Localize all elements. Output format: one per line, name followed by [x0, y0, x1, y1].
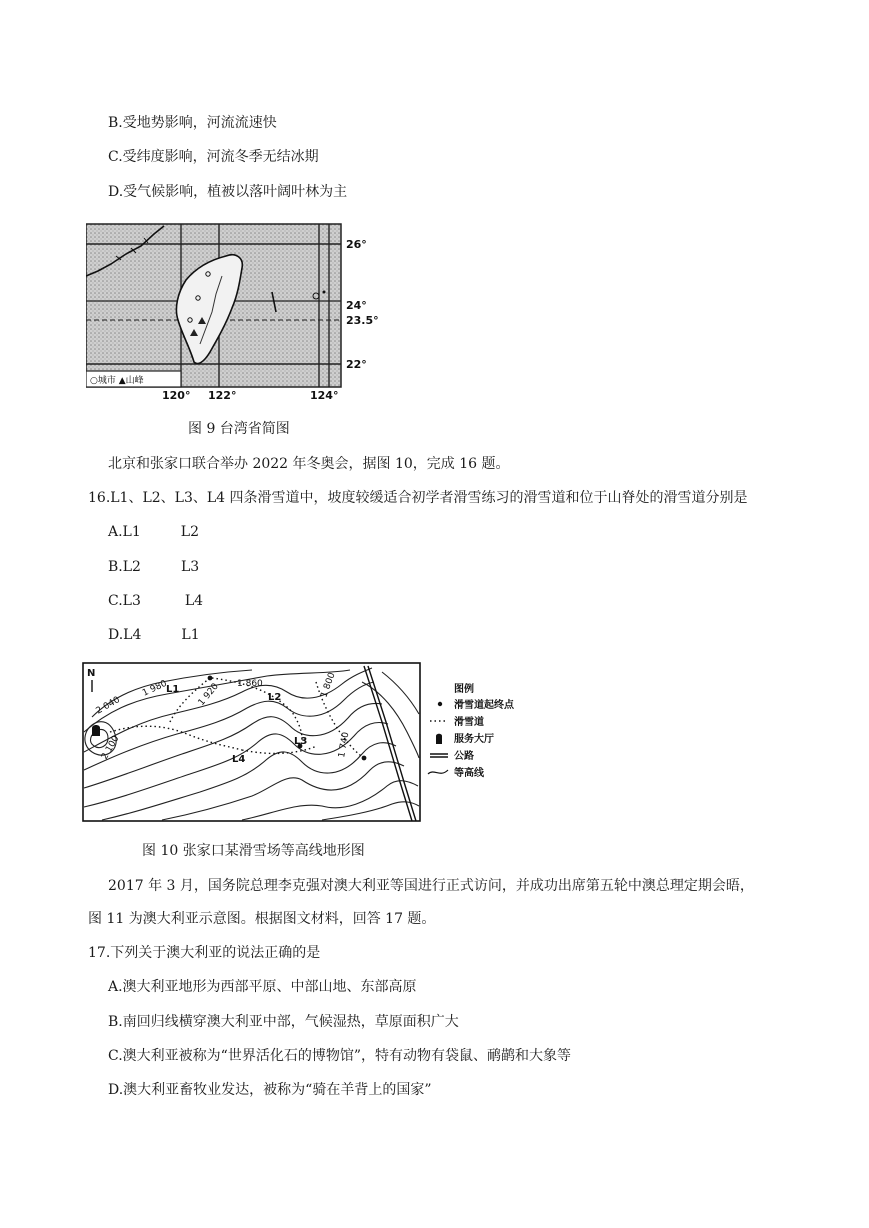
- lon-label-124: 124°: [310, 389, 339, 402]
- legend-service-hall: 服务大厅: [454, 734, 494, 745]
- q15-option-d: D.受气候影响，植被以落叶阔叶林为主: [108, 184, 348, 200]
- lat-label-22: 22°: [346, 358, 367, 371]
- contour-label: 1 800: [319, 671, 338, 700]
- legend-road: 公路: [454, 751, 474, 762]
- q15-option-b: B.受地势影响，河流流速快: [108, 115, 277, 131]
- legend-contour: 等高线: [454, 768, 484, 779]
- track-label-l1: L1: [166, 684, 180, 695]
- q17-option-a: A.澳大利亚地形为西部平原、中部山地、东部高原: [108, 979, 417, 995]
- q17-option-d: D.澳大利亚畜牧业发达，被称为“骑在羊背上的国家”: [108, 1082, 432, 1098]
- legend-title: 图例: [454, 684, 474, 695]
- contour-label: 1 980: [141, 678, 169, 699]
- q17-option-b: B.南回归线横穿澳大利亚中部，气候湿热，草原面积广大: [108, 1014, 459, 1030]
- contour-label: 1 740: [337, 731, 352, 759]
- q16-stem: 16.L1、L2、L3、L4 四条滑雪道中，坡度较缓适合初学者滑雪练习的滑雪道和位于山脊处的滑雪道分别是: [88, 490, 748, 506]
- contour-label: 2 100: [99, 734, 122, 762]
- option-value: L1: [181, 627, 200, 643]
- legend-track: 滑雪道: [454, 717, 484, 728]
- contour-label: 1 860: [237, 679, 263, 689]
- q17-stem: 17.下列关于澳大利亚的说法正确的是: [88, 945, 321, 961]
- figure-9-caption: 图 9 台湾省简图: [188, 421, 290, 437]
- lat-label-23-5: 23.5°: [346, 314, 379, 327]
- contour-map-figure: [82, 662, 550, 824]
- option-label: D.L4: [108, 627, 142, 643]
- q17-option-c: C.澳大利亚被称为“世界活化石的博物馆”，特有动物有袋鼠、鸸鹋和大象等: [108, 1048, 571, 1064]
- q17-intro-line2: 图 11 为澳大利亚示意图。根据图文材料，回答 17 题。: [88, 911, 436, 927]
- taiwan-map-figure: [86, 216, 386, 402]
- contour-label: 2 040: [94, 695, 122, 717]
- option-value: L2: [180, 524, 199, 540]
- option-value: L3: [180, 559, 200, 575]
- taiwan-map: [86, 216, 386, 402]
- option-label: A.L1: [108, 524, 141, 540]
- option-value: L4: [184, 593, 204, 609]
- lon-label-122: 122°: [208, 389, 237, 402]
- figure-10-caption: 图 10 张家口某滑雪场等高线地形图: [142, 843, 365, 859]
- lat-label-24: 24°: [346, 299, 367, 312]
- north-label: N: [87, 668, 96, 679]
- q15-option-c: C.受纬度影响，河流冬季无结冰期: [108, 149, 319, 165]
- contour-map: [82, 662, 550, 824]
- lat-label-26: 26°: [346, 238, 367, 251]
- q17-intro-line1: 2017 年 3 月，国务院总理李克强对澳大利亚等国进行正式访问，并成功出席第五轮中澳总理定期会晤，: [108, 878, 754, 894]
- lon-label-120: 120°: [162, 389, 191, 402]
- q16-option-b: [108, 558, 199, 576]
- q16-option-a: [108, 523, 199, 541]
- q16-option-d: [108, 626, 200, 644]
- option-label: C.L3: [108, 593, 141, 609]
- contour-label: 1 920: [196, 681, 221, 708]
- map-legend: ○城市 ▲山峰: [90, 376, 144, 386]
- q16-intro: 北京和张家口联合举办 2022 年冬奥会，据图 10，完成 16 题。: [108, 456, 510, 472]
- track-label-l4: L4: [232, 754, 246, 765]
- option-label: B.L2: [108, 559, 141, 575]
- legend-endpoint: 滑雪道起终点: [454, 700, 514, 711]
- track-label-l2: L2: [268, 692, 282, 703]
- track-label-l3: L3: [294, 736, 308, 747]
- q16-option-c: [108, 592, 203, 610]
